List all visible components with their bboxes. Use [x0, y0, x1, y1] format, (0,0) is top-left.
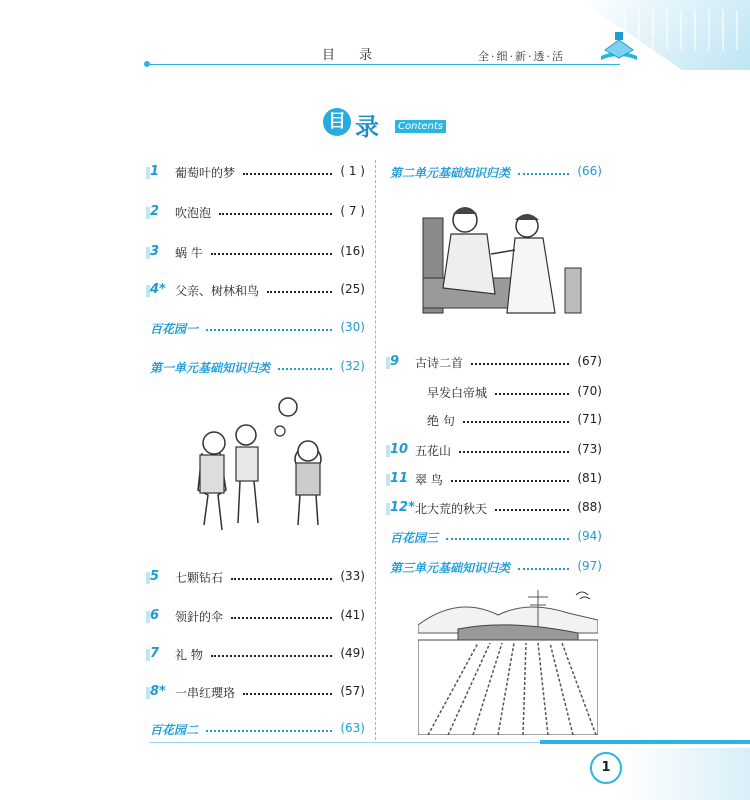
toc-entry-number: 2: [150, 204, 160, 219]
toc-section-entry[interactable]: [150, 720, 365, 740]
toc-entry-page: (33): [340, 569, 365, 583]
toc-entry-number: 8*: [150, 684, 166, 699]
toc-leader-dots: [463, 421, 569, 423]
toc-leader-dots: [278, 368, 332, 370]
toc-entry-page: (30): [340, 320, 365, 334]
book-logo-icon: [597, 28, 641, 64]
toc-leader-dots: [267, 291, 332, 293]
toc-entry-title: 蜗 牛: [175, 246, 203, 260]
toc-entry-title: 父亲、树林和鸟: [175, 284, 260, 298]
toc-leader-dots: [518, 568, 569, 570]
toc-section-entry[interactable]: [390, 528, 602, 548]
header-slogan: 全·细·新·透·活: [478, 50, 565, 63]
header-title: 目 录: [322, 48, 383, 63]
toc-entry-title: 第三单元基础知识归类: [390, 561, 511, 575]
toc-entry-title: 第一单元基础知识归类: [150, 361, 271, 375]
toc-entry-title: 百花园三: [390, 531, 439, 545]
toc-entry[interactable]: [390, 353, 602, 373]
children-bubbles-illustration: [180, 395, 340, 545]
toc-entry[interactable]: [390, 470, 602, 490]
toc-leader-dots: [446, 538, 569, 540]
toc-entry[interactable]: [390, 383, 602, 403]
footer-bar: [540, 740, 750, 744]
toc-entry-page: (41): [340, 608, 365, 622]
toc-entry-title: 七颗钻石: [175, 571, 224, 585]
toc-entry[interactable]: [150, 203, 365, 223]
header-rule: [150, 64, 620, 65]
mother-daughter-illustration: [415, 198, 585, 323]
toc-entry-number: 3: [150, 244, 160, 259]
toc-entry-page: (81): [577, 471, 602, 485]
toc-entry-page: (57): [340, 684, 365, 698]
toc-entry[interactable]: [150, 607, 365, 627]
farm-landscape-illustration: [418, 585, 598, 735]
toc-entry-page: (94): [577, 529, 602, 543]
toc-leader-dots: [211, 655, 332, 657]
toc-leader-dots: [206, 329, 332, 331]
toc-entry-page: (71): [577, 412, 602, 426]
toc-entry-page: (88): [577, 500, 602, 514]
toc-section-entry[interactable]: [150, 319, 365, 339]
toc-leader-dots: [495, 509, 569, 511]
toc-entry-page: (16): [340, 244, 365, 258]
toc-entry-title: 礼 物: [175, 648, 203, 662]
toc-entry-title: 吹泡泡: [175, 206, 212, 220]
toc-entry[interactable]: [150, 243, 365, 263]
toc-entry-page: (67): [577, 354, 602, 368]
toc-entry-title: 百花园二: [150, 723, 199, 737]
toc-entry-title: 领針的伞: [175, 610, 224, 624]
toc-entry-number: 5: [150, 569, 160, 584]
toc-leader-dots: [243, 693, 332, 695]
footer-rule: [150, 742, 540, 743]
toc-leader-dots: [471, 363, 569, 365]
toc-entry[interactable]: [150, 281, 365, 301]
toc-entry-title: 五花山: [415, 444, 452, 458]
toc-entry[interactable]: [390, 411, 602, 431]
heading-badge: 目: [323, 108, 351, 136]
toc-entry[interactable]: [390, 499, 602, 519]
heading-english: Contents: [395, 120, 446, 133]
toc-entry-title: 百花园一: [150, 322, 199, 336]
toc-entry-title: 古诗二首: [415, 356, 464, 370]
toc-entry-title: 第二单元基础知识归类: [390, 166, 511, 180]
toc-entry-title: 早发白帝城: [427, 386, 488, 400]
toc-entry-page: ( 1 ): [340, 164, 365, 178]
toc-entry[interactable]: [150, 163, 365, 183]
toc-entry-page: (63): [340, 721, 365, 735]
toc-entry-page: (25): [340, 282, 365, 296]
toc-leader-dots: [206, 730, 332, 732]
page-number: 1: [590, 752, 622, 784]
toc-leader-dots: [231, 617, 332, 619]
toc-leader-dots: [451, 480, 569, 482]
toc-entry[interactable]: [390, 441, 602, 461]
heading-text: 录: [355, 113, 379, 141]
toc-entry-page: (97): [577, 559, 602, 573]
toc-section-entry[interactable]: [390, 558, 602, 578]
toc-section-entry[interactable]: [390, 163, 602, 183]
toc-entry-number: 4*: [150, 282, 166, 297]
toc-entry-page: (49): [340, 646, 365, 660]
toc-entry-number: 7: [150, 646, 160, 661]
toc-leader-dots: [219, 213, 332, 215]
toc-leader-dots: [231, 578, 332, 580]
toc-entry-number: 1: [150, 164, 160, 179]
toc-entry[interactable]: [150, 645, 365, 665]
toc-entry-number: 10: [390, 442, 409, 457]
toc-entry[interactable]: [150, 568, 365, 588]
toc-entry-page: (73): [577, 442, 602, 456]
toc-leader-dots: [518, 173, 569, 175]
contents-heading: [313, 103, 453, 143]
toc-entry-number: 12*: [390, 500, 415, 515]
toc-entry-page: (66): [577, 164, 602, 178]
toc-entry-title: 北大荒的秋天: [415, 502, 488, 516]
footer-decoration: [618, 748, 750, 800]
toc-entry-number: 9: [390, 354, 400, 369]
toc-entry-title: 绝 句: [427, 414, 455, 428]
toc-leader-dots: [495, 393, 569, 395]
toc-entry-number: 11: [390, 471, 409, 486]
toc-entry[interactable]: [150, 683, 365, 703]
toc-entry-title: 葡萄叶的梦: [175, 166, 236, 180]
column-divider: [375, 160, 376, 740]
toc-leader-dots: [211, 253, 332, 255]
toc-entry-page: (70): [577, 384, 602, 398]
toc-section-entry[interactable]: [150, 358, 365, 378]
toc-entry-number: 6: [150, 608, 160, 623]
toc-entry-page: (32): [340, 359, 365, 373]
toc-entry-page: ( 7 ): [340, 204, 365, 218]
toc-leader-dots: [243, 173, 332, 175]
toc-leader-dots: [459, 451, 569, 453]
toc-entry-title: 翠 鸟: [415, 473, 443, 487]
toc-entry-title: 一串红瓔珞: [175, 686, 236, 700]
